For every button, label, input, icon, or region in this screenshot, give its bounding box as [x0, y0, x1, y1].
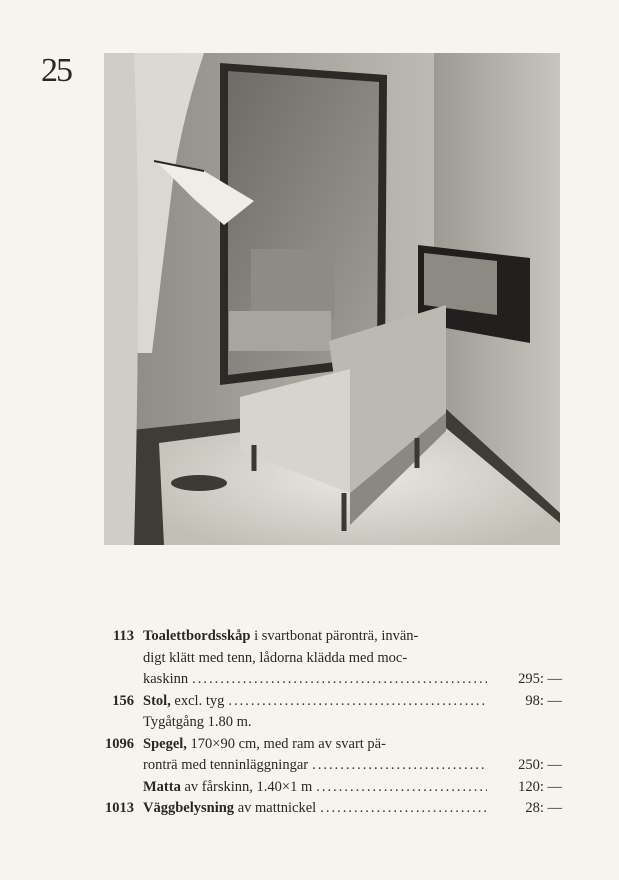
dot-leader: [228, 691, 487, 713]
dot-leader: [312, 755, 487, 777]
item-price: 120: —: [518, 778, 562, 795]
item-name: Spegel,: [143, 735, 187, 752]
dot-leader: [192, 669, 487, 691]
dot-leader: [316, 777, 487, 799]
dot-leader: [320, 798, 487, 820]
item-price: 28: —: [525, 800, 562, 816]
interior-photograph: [104, 53, 560, 545]
item-description-line: digt klätt med tenn, lådorna klädda med moc-: [143, 649, 408, 666]
item-number: 113: [113, 628, 134, 644]
item-description-line: i svartbonat päronträ, invän-: [254, 628, 419, 644]
catalog-entry: [92, 777, 562, 799]
item-name: Väggbelysning: [143, 800, 235, 816]
item-description-line: av mattnickel: [237, 800, 317, 816]
item-description-line: 170×90 cm, med ram av svart pä-: [190, 735, 386, 752]
item-description-line: ronträ med tenninläggningar: [143, 757, 309, 773]
item-price: 98: —: [525, 692, 562, 709]
item-description-line: kaskinn: [143, 671, 189, 687]
catalog-entry: [92, 691, 562, 734]
catalog-entries: [92, 626, 562, 820]
catalog-entry: [92, 734, 562, 777]
item-description-line: av fårskinn, 1.40×1 m: [184, 778, 313, 795]
interior-photo-illustration: [104, 53, 560, 545]
item-name: Stol,: [143, 692, 171, 709]
item-number: 156: [112, 692, 134, 709]
item-name: Matta: [143, 778, 181, 795]
page-number: 25: [41, 52, 71, 89]
catalog-entry: [92, 626, 562, 691]
item-number: 1096: [105, 735, 134, 752]
item-price: 295: —: [518, 671, 562, 687]
item-number: 1013: [105, 800, 134, 816]
item-note: Tygåtgång 1.80 m.: [143, 714, 252, 730]
item-description-line: excl. tyg: [174, 692, 225, 709]
catalog-entry: [92, 798, 562, 820]
item-price: 250: —: [518, 757, 562, 773]
item-name: Toalettbordsskåp: [143, 628, 251, 644]
